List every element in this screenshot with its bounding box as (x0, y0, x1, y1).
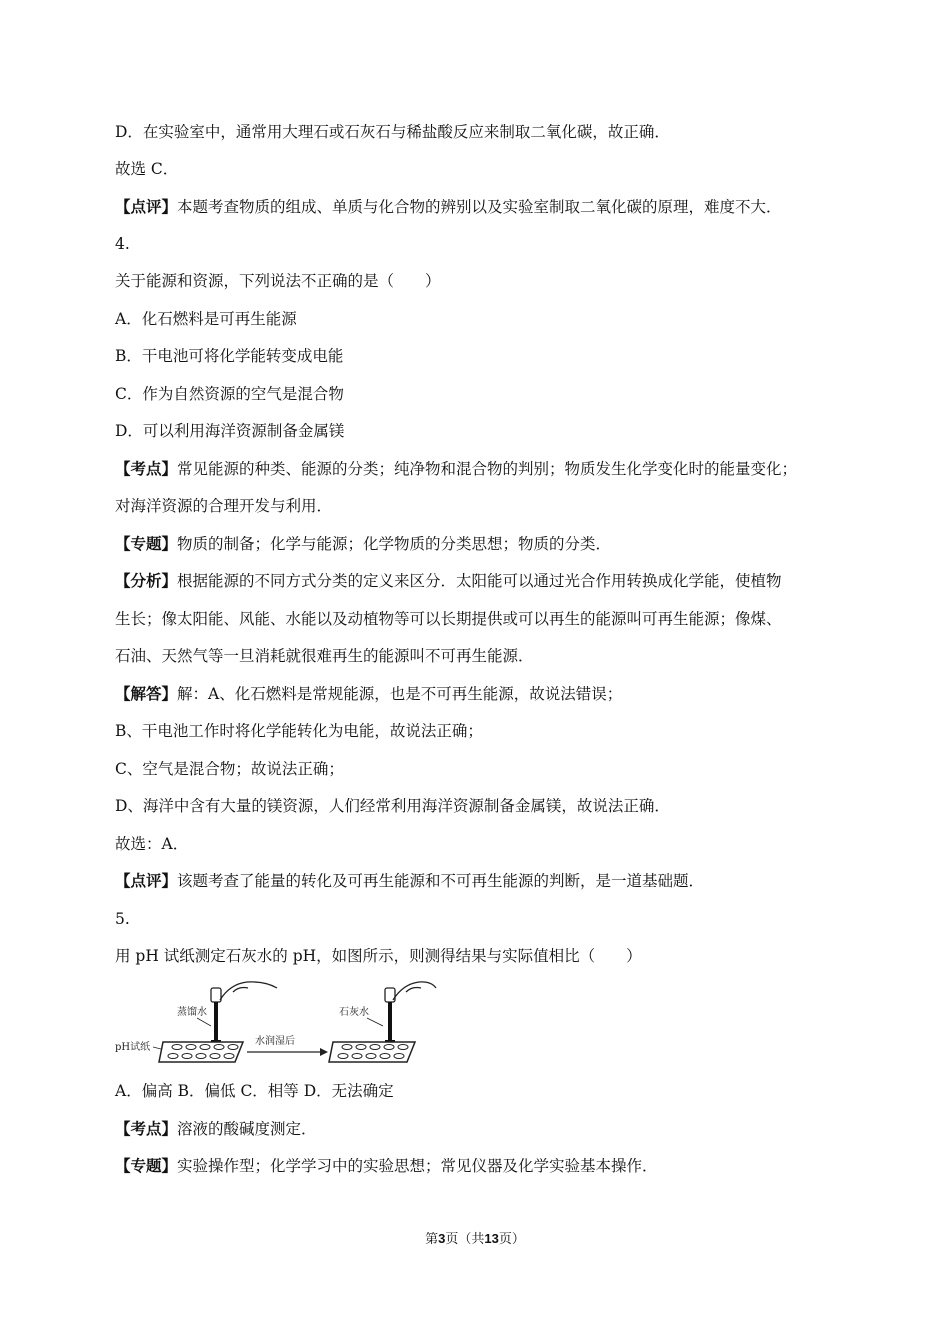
q4-number: 4. (115, 235, 130, 253)
q4-kaodian (115, 458, 850, 480)
kaodian-text: 溶液的酸碱度测定． (177, 1120, 317, 1138)
q4-stem: 关于能源和资源，下列说法不正确的是（ ） (115, 272, 441, 290)
jieda-text: 解：A、化石燃料是常规能源，也是不可再生能源，故说法错误； (177, 685, 623, 703)
review-tag: 【点评】 (115, 871, 178, 890)
q3-review (115, 196, 850, 218)
page-total: 13 (484, 1231, 499, 1246)
page-number: 3 (438, 1231, 446, 1246)
label-after-wetting: 水润湿后 (255, 1036, 295, 1047)
kaodian-tag: 【考点】 (115, 459, 178, 478)
q4-answer: 故选：A． (115, 835, 189, 853)
q4-jieda-d: D、海洋中含有大量的镁资源，人们经常利用海洋资源制备金属镁，故说法正确． (115, 797, 670, 815)
jieda-tag: 【解答】 (115, 684, 178, 703)
zhuanti-text: 物质的制备；化学与能源；化学物质的分类思想；物质的分类． (177, 535, 612, 553)
fenxi-text: 根据能源的不同方式分类的定义来区分．太阳能可以通过光合作用转换成化学能，使植物 (177, 572, 782, 590)
page-footer: 第3页（共13页） (425, 1231, 525, 1247)
q4-jieda (115, 683, 850, 705)
q4-fenxi-cont-2: 石油、天然气等一旦消耗就很难再生的能源叫不可再生能源． (115, 647, 534, 665)
q5-options: A．偏高 B．偏低 C．相等 D．无法确定 (115, 1082, 394, 1100)
q3-answer: 故选 C． (115, 160, 179, 178)
q4-kaodian-cont: 对海洋资源的合理开发与利用． (115, 497, 333, 515)
fenxi-tag: 【分析】 (115, 571, 178, 590)
review-tag: 【点评】 (115, 197, 178, 216)
zhuanti-tag: 【专题】 (115, 1156, 178, 1175)
q4-option-a: A．化石燃料是可再生能源 (115, 310, 297, 328)
q4-review (115, 870, 850, 892)
q4-jieda-b: B、干电池工作时将化学能转化为电能，故说法正确； (115, 722, 483, 740)
q4-zhuanti (115, 533, 850, 555)
zhuanti-tag: 【专题】 (115, 534, 178, 553)
label-distilled-water: 蒸馏水 (177, 1007, 207, 1018)
review-text: 本题考查物质的组成、单质与化合物的辨别以及实验室制取二氧化碳的原理，难度不大． (177, 198, 782, 216)
zhuanti-text: 实验操作型；化学学习中的实验思想；常见仪器及化学实验基本操作． (177, 1157, 658, 1175)
q4-jieda-c: C、空气是混合物；故说法正确； (115, 760, 344, 778)
q4-fenxi (115, 570, 850, 592)
kaodian-text: 常见能源的种类、能源的分类；纯净物和混合物的判别；物质发生化学变化时的能量变化； (177, 460, 798, 478)
review-text: 该题考查了能量的转化及可再生能源和不可再生能源的判断，是一道基础题． (177, 872, 705, 890)
q4-fenxi-cont-1: 生长；像太阳能、风能、水能以及动植物等可以长期提供或可以再生的能源叫可再生能源；像煤、 (115, 610, 782, 628)
ph-test-figure (115, 978, 437, 1070)
kaodian-tag: 【考点】 (115, 1119, 178, 1138)
q3-option-d: D．在实验室中，通常用大理石或石灰石与稀盐酸反应来制取二氧化碳，故正确． (115, 123, 670, 141)
q5-number: 5. (115, 910, 130, 928)
q5-kaodian (115, 1118, 850, 1140)
label-ph-paper: pH试纸 (115, 1042, 151, 1053)
q5-zhuanti (115, 1155, 850, 1177)
q4-option-d: D．可以利用海洋资源制备金属镁 (115, 422, 345, 440)
q4-option-b: B．干电池可将化学能转变成电能 (115, 347, 344, 365)
q5-stem: 用 pH 试纸测定石灰水的 pH，如图所示，则测得结果与实际值相比（ ） (115, 947, 642, 965)
label-limewater: 石灰水 (339, 1007, 369, 1018)
q4-option-c: C．作为自然资源的空气是混合物 (115, 385, 344, 403)
